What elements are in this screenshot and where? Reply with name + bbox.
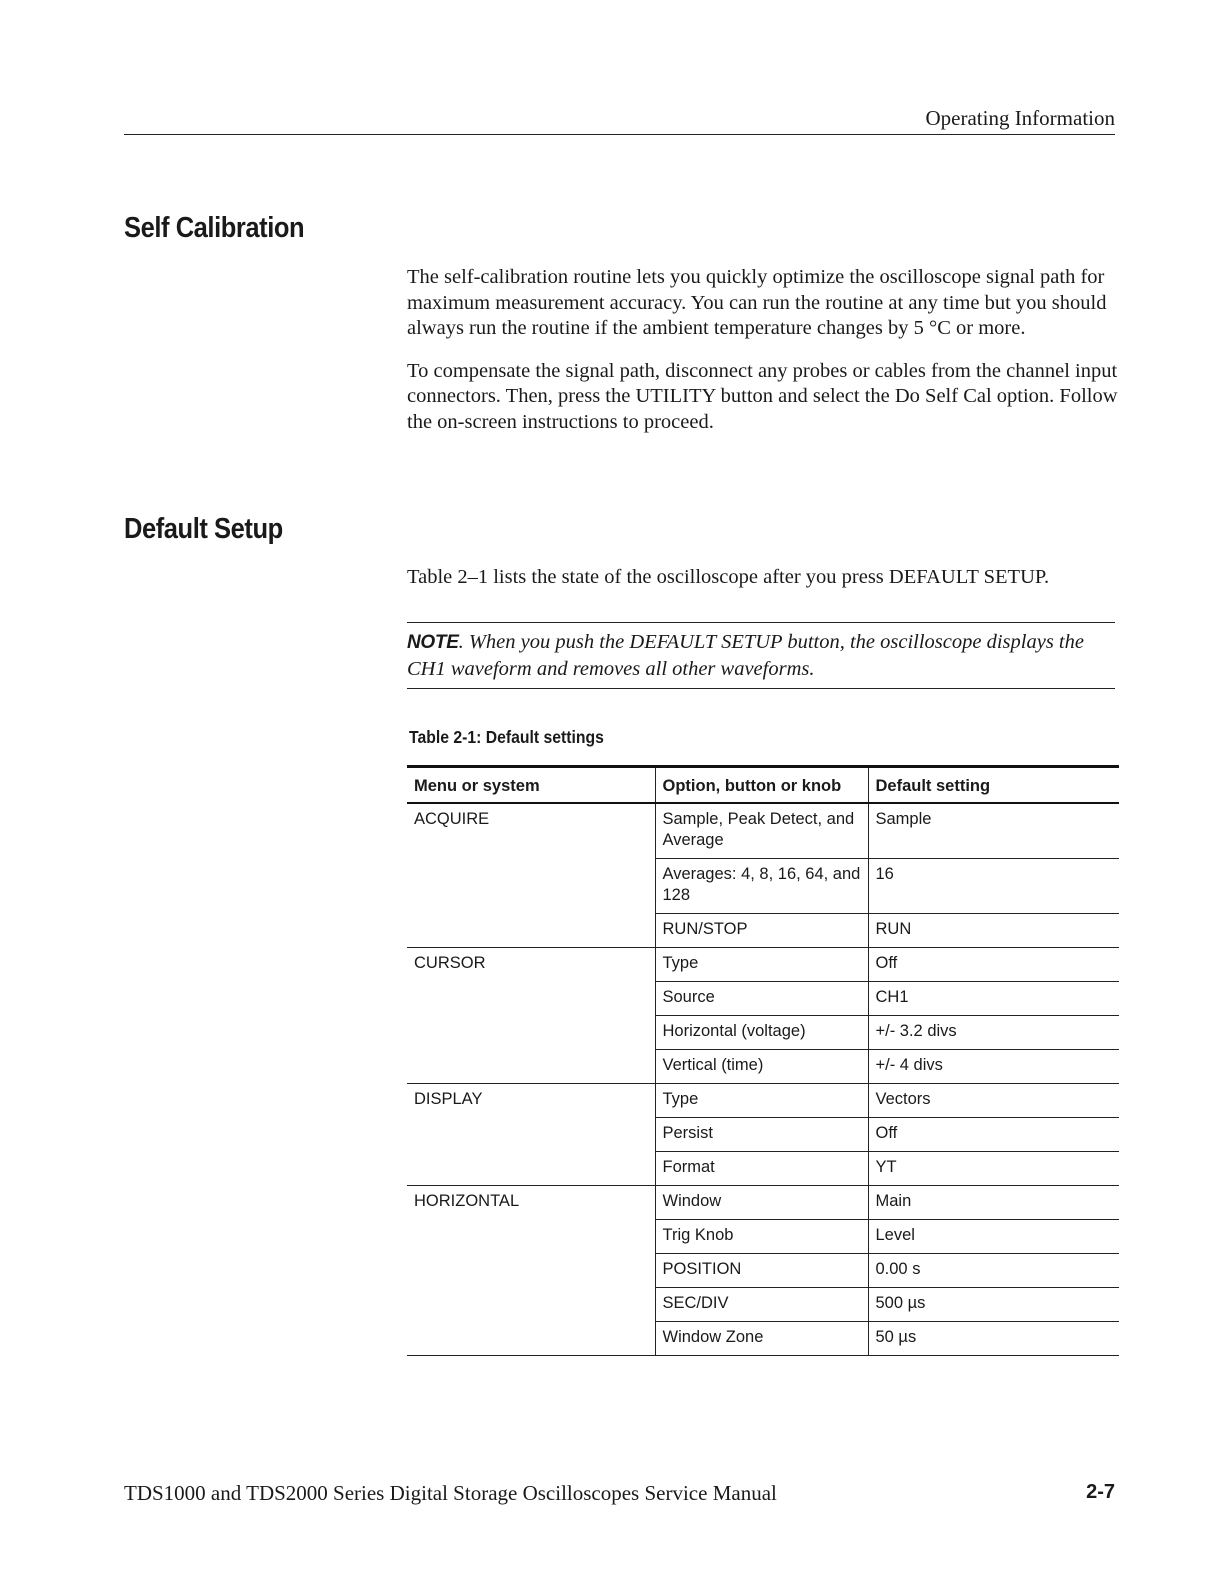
option-cell: Window Zone — [655, 1322, 868, 1356]
default-setup-intro: Table 2–1 lists the state of the oscilloscope after you press DEFAULT SETUP. — [407, 566, 1050, 588]
option-cell: Format — [655, 1152, 868, 1186]
setting-cell: +/- 4 divs — [868, 1050, 1119, 1084]
setting-cell: +/- 3.2 divs — [868, 1016, 1119, 1050]
setting-cell: CH1 — [868, 982, 1119, 1016]
menu-cell-display: DISPLAY — [407, 1084, 655, 1186]
setting-cell: 16 — [868, 859, 1119, 914]
setting-cell: Off — [868, 1118, 1119, 1152]
self-calibration-paragraph-2: To compensate the signal path, disconnect any probes or cables from the channel input connectors. Then, press the UTILITY button and select the Do Self Cal option. Follow the on-screen instructions to proceed. — [407, 359, 1118, 433]
option-cell: SEC/DIV — [655, 1288, 868, 1322]
option-cell: Trig Knob — [655, 1220, 868, 1254]
setting-cell: Main — [868, 1186, 1119, 1220]
footer-manual-title: TDS1000 and TDS2000 Series Digital Storage Oscilloscopes Service Manual — [124, 1481, 777, 1505]
setting-cell: 0.00 s — [868, 1254, 1119, 1288]
table-row — [407, 1186, 1119, 1220]
option-cell: Sample, Peak Detect, and Average — [655, 803, 868, 859]
running-header — [124, 104, 1115, 135]
page-number: 2-7 — [1086, 1481, 1115, 1503]
menu-cell-acquire: ACQUIRE — [407, 803, 655, 948]
option-cell: Type — [655, 948, 868, 982]
setting-cell: Level — [868, 1220, 1119, 1254]
option-cell: Window — [655, 1186, 868, 1220]
note-label: NOTE — [407, 632, 459, 653]
option-cell: POSITION — [655, 1254, 868, 1288]
table-row — [407, 803, 1119, 859]
note-box — [407, 622, 1115, 689]
note-text: . When you push the DEFAULT SETUP button, the oscilloscope displays the CH1 waveform and removes all other waveforms. — [407, 631, 1084, 680]
self-calibration-body — [407, 265, 1118, 452]
setting-cell: 500 µs — [868, 1288, 1119, 1322]
setting-cell: Off — [868, 948, 1119, 982]
table-row — [407, 1084, 1119, 1118]
default-setup-body — [407, 565, 1118, 608]
setting-cell: Sample — [868, 803, 1119, 859]
option-cell: RUN/STOP — [655, 914, 868, 948]
option-cell: Horizontal (voltage) — [655, 1016, 868, 1050]
table-header-row — [407, 767, 1119, 804]
option-cell: Averages: 4, 8, 16, 64, and 128 — [655, 859, 868, 914]
self-calibration-paragraph-1: The self-calibration routine lets you quickly optimize the oscilloscope signal path for maximum measurement accuracy. You can run the routine at any time but you should always run the routine if the ambient temperature changes by 5 °C or more. — [407, 266, 1107, 339]
self-calibration-heading: Self Calibration — [124, 212, 305, 244]
column-header-setting: Default setting — [868, 767, 1119, 804]
setting-cell: RUN — [868, 914, 1119, 948]
option-cell: Persist — [655, 1118, 868, 1152]
running-header-title: Operating Information — [925, 106, 1115, 130]
column-header-menu: Menu or system — [407, 767, 655, 804]
option-cell: Source — [655, 982, 868, 1016]
table-row — [407, 948, 1119, 982]
default-setup-heading: Default Setup — [124, 513, 283, 545]
column-header-option: Option, button or knob — [655, 767, 868, 804]
table-caption: Table 2-1: Default settings — [409, 727, 604, 747]
setting-cell: 50 µs — [868, 1322, 1119, 1356]
setting-cell: YT — [868, 1152, 1119, 1186]
option-cell: Vertical (time) — [655, 1050, 868, 1084]
default-settings-table — [407, 765, 1119, 1356]
menu-cell-horizontal: HORIZONTAL — [407, 1186, 655, 1356]
option-cell: Type — [655, 1084, 868, 1118]
menu-cell-cursor: CURSOR — [407, 948, 655, 1084]
setting-cell: Vectors — [868, 1084, 1119, 1118]
